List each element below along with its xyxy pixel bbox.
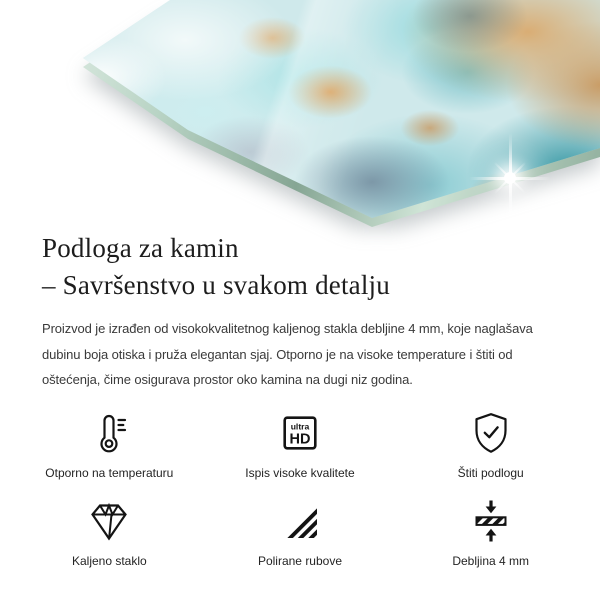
feature-label: Štiti podlogu — [457, 465, 524, 480]
polished-edges-icon — [276, 497, 324, 545]
feature-label: Kaljeno staklo — [71, 553, 147, 568]
thickness-icon — [467, 497, 515, 545]
feature-polished-edges — [205, 497, 396, 568]
feature-label: Otporno na temperaturu — [45, 465, 174, 480]
feature-protects-floor — [395, 409, 586, 480]
page-title — [0, 228, 600, 304]
product-photo-glass-panel — [0, 0, 600, 228]
feature-label: Debljina 4 mm — [452, 553, 530, 568]
svg-text:HD: HD — [289, 431, 311, 448]
ultra-hd-icon — [276, 409, 324, 457]
feature-tempered-glass — [14, 497, 205, 568]
feature-grid — [14, 409, 586, 568]
product-description-section — [0, 228, 600, 568]
diamond-icon — [85, 497, 133, 545]
svg-text:ultra: ultra — [290, 421, 310, 432]
feature-print-quality — [205, 409, 396, 480]
page-title-line1: Podloga za kamin — [42, 233, 239, 263]
feature-thickness — [395, 497, 586, 568]
page-title-line2: – Savršenstvo u svakom detalju — [42, 270, 390, 300]
feature-temperature — [14, 409, 205, 480]
product-description-text: Proizvod je izrađen od visokokvalitetnog kaljenog stakla debljine 4 mm, koje naglašava dubinu boja otiska i pruža elegantan sjaj. Otporno je na visoke temperature i štiti od oštećenja, čime osigurava prostor oko kamina na dugi niz godina. — [42, 321, 533, 387]
thermometer-icon — [85, 409, 133, 457]
feature-label: Ispis visoke kvalitete — [245, 465, 355, 480]
feature-label: Polirane rubove — [257, 553, 343, 568]
shield-check-icon — [467, 409, 515, 457]
